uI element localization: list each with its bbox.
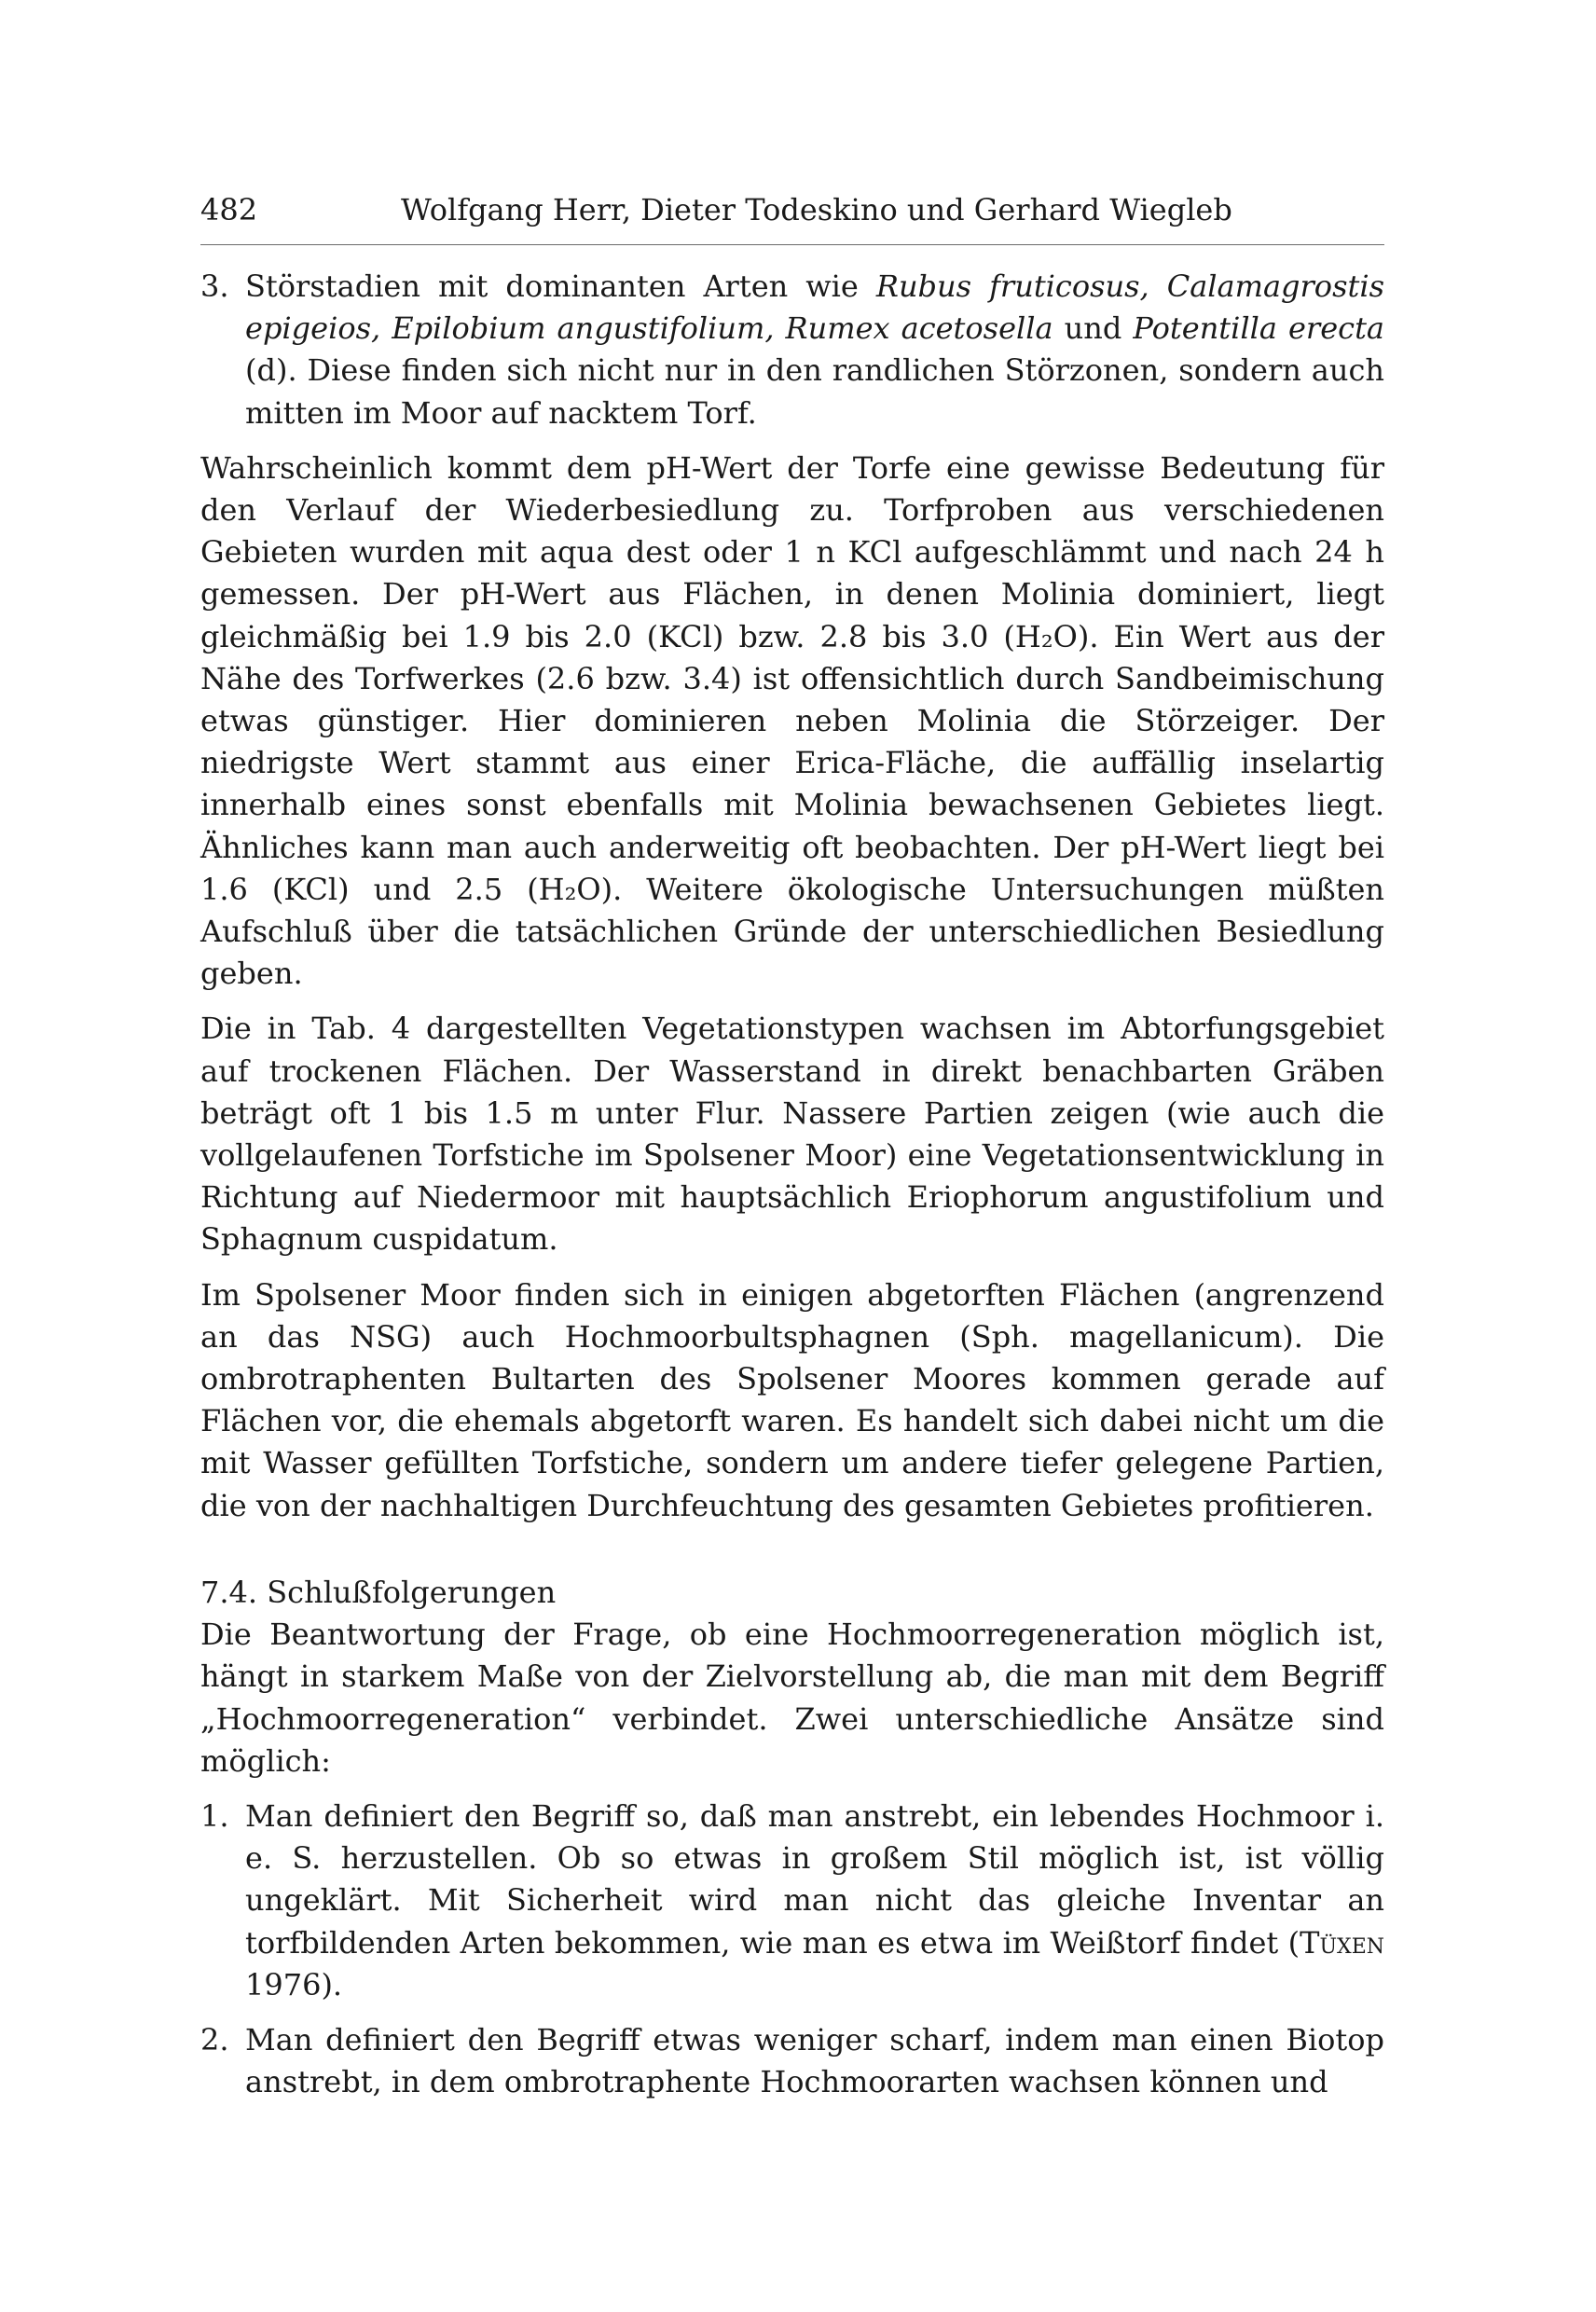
list-item-3 <box>200 266 1384 434</box>
text-run: und <box>1053 310 1134 347</box>
numbered-list <box>200 1796 1384 2103</box>
list-item-text <box>245 266 1384 434</box>
running-header <box>200 191 1384 228</box>
text-run: Man definiert den Begriff so, daß man anstrebt, ein lebendes Hochmoor i. e. S. herzustellen. Ob so etwas in großem Stil möglich ist, ist völlig ungeklärt. Mit Sicherheit wird man nicht das gleiche Inventar an torfbildenden Arten bekommen, wie man es etwa im Weißtorf findet ( <box>245 1797 1384 1961</box>
paragraph-spolsener-moor: Im Spolsener Moor finden sich in einigen abgetorften Flächen (angrenzend an das NSG) auch Hochmoorbultsphagnen (Sph. magellanicum). Die ombrotraphenten Bultarten des Spolsener Moores kommen gerade auf Flächen vor, die ehemals abgetorft waren. Es handelt sich dabei nicht um die mit Wasser gefüllten Torfstiche, sondern um andere tiefer gelegene Partien, die von der nachhaltigen Durchfeuchtung des gesamten Gebietes profitieren. <box>200 1276 1384 1523</box>
paragraph-conclusion: Die Beantwortung der Frage, ob eine Hochmoorregeneration möglich ist, hängt in starkem Maße von der Zielvorstellung ab, die man mit dem Begriff „Hochmoorregeneration“ verbindet. Zwei unterschiedliche Ansätze sind möglich: <box>200 1617 1384 1779</box>
list-item-2 <box>200 2019 1384 2103</box>
text-run: Störstadien mit dominanten Arten wie <box>245 268 876 304</box>
list-item-number: 1. <box>200 1797 229 1834</box>
paragraph-ph-value: Wahrscheinlich kommt dem pH-Wert der Torfe eine gewisse Bedeutung für den Verlauf der Wiederbesiedlung zu. Torfproben aus verschiedenen Gebieten wurden mit aqua dest oder 1 n KCl aufgeschlämmt und nach 24 h gemessen. Der pH-Wert aus Flächen, in denen Molinia dominiert, liegt gleichmäßig bei 1.9 bis 2.0 (KCl) bzw. 2.8 bis 3.0 (H₂O). Ein Wert aus der Nähe des Torfwerkes (2.6 bzw. 3.4) ist offensichtlich durch Sandbeimischung etwas günstiger. Hier dominieren neben Molinia die Störzeiger. Der niedrigste Wert stammt aus einer Erica-Fläche, die auffällig inselartig innerhalb eines sonst ebenfalls mit Molinia bewachsenen Gebietes liegt. Ähnliches kann man auch anderweitig oft beobachten. Der pH-Wert liegt bei 1.6 (KCl) und 2.5 (H₂O). Weitere ökologische Untersuchungen müßten Aufschluß über die tatsächlichen Gründe der unterschiedlichen Besiedlung geben. <box>200 449 1384 992</box>
species-names: Rubus fruticosus, Calamagrostis epigeios, Epilobium angustifolium, Rumex acetosella <box>245 268 1385 347</box>
species-name: Potentilla erecta <box>1133 310 1385 347</box>
citation-author: Tüxen <box>1300 1924 1384 1961</box>
paragraph-vegetation-types: Die in Tab. 4 dargestellten Vegetationstypen wachsen im Abtorfungsgebiet auf trockenen Flächen. Der Wasserstand in direkt benachbarten Gräben beträgt oft 1 bis 1.5 m unter Flur. Nassere Partien zeigen (wie auch die vollgelaufenen Torfstiche im Spolsener Moor) eine Vegetationsentwicklung in Richtung auf Niedermoor mit hauptsächlich Eriophorum angustifolium und Sphagnum cuspidatum. <box>200 1011 1384 1258</box>
list-item-text <box>245 1796 1384 2006</box>
text-run: (d). Diese finden sich nicht nur in den randlichen Störzonen, sondern auch mitten im Moor auf nacktem Torf. <box>245 352 1384 431</box>
running-title: Wolfgang Herr, Dieter Todeskino und Gerhard Wiegleb <box>401 192 1232 227</box>
section-heading: 7.4. Schlußfolgerungen <box>200 1574 557 1610</box>
list-item-1 <box>200 1796 1384 2006</box>
header-rule <box>200 244 1384 245</box>
list-item-number: 2. <box>200 2021 229 2057</box>
text-run: 1976). <box>245 1966 343 2002</box>
list-item-text: Man definiert den Begriff etwas weniger scharf, indem man einen Biotop anstrebt, in dem ombrotraphente Hochmoorarten wachsen können und <box>245 2021 1384 2100</box>
page-number: 482 <box>200 192 258 227</box>
list-item-number: 3. <box>200 268 229 304</box>
page-body <box>200 266 1384 2103</box>
